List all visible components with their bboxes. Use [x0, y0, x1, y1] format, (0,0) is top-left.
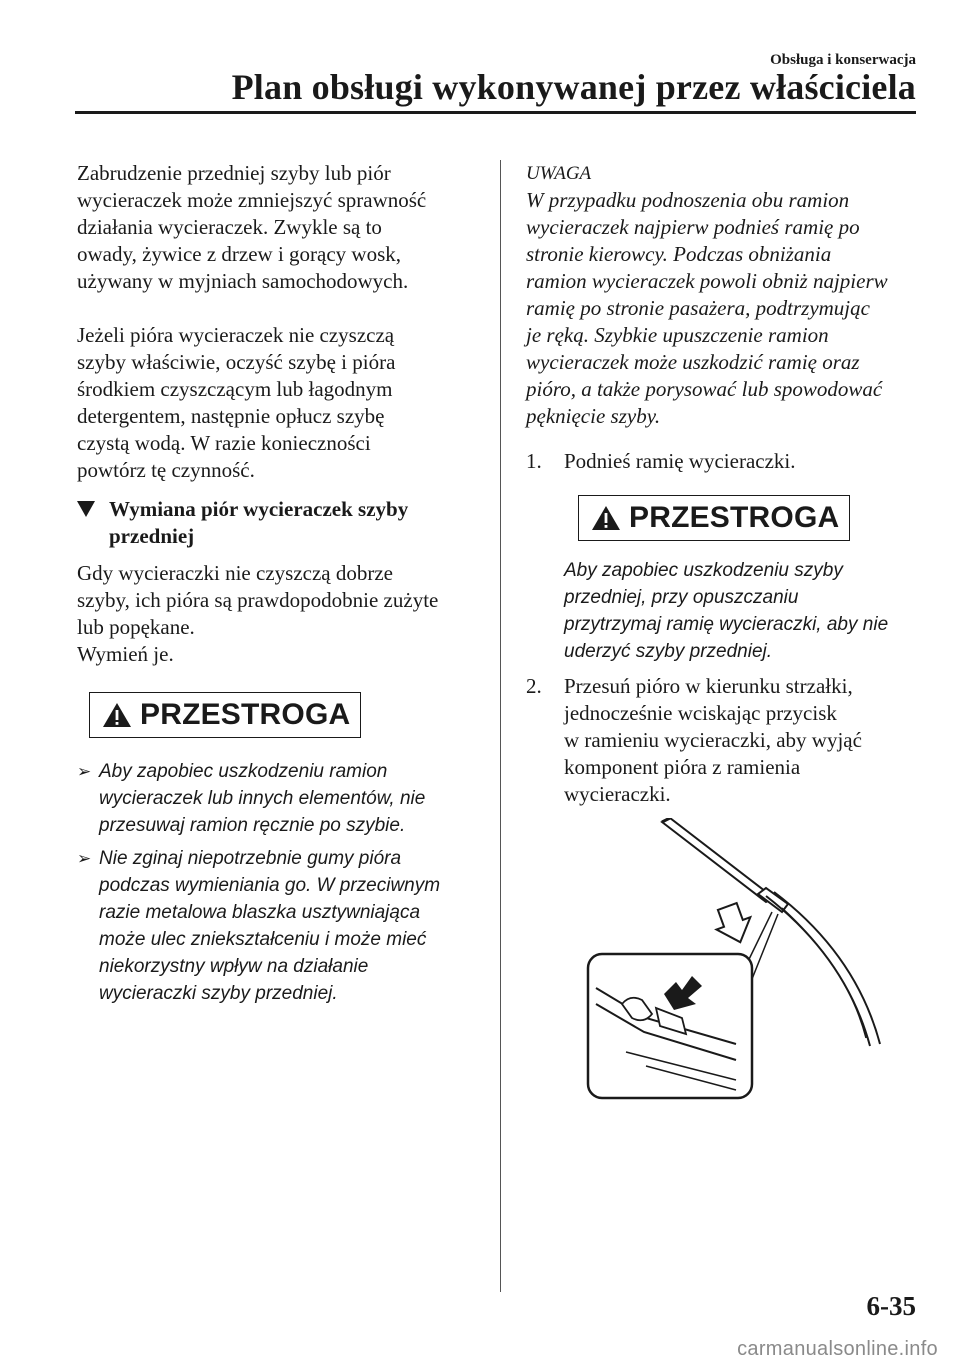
caution-label: PRZESTROGA	[629, 501, 840, 534]
caution-label: PRZESTROGA	[140, 698, 351, 731]
header-section-label: Obsługa i konserwacja	[770, 52, 916, 68]
text-line: Aby zapobiec uszkodzeniu ramion	[99, 761, 388, 782]
text-line: Gdy wycieraczki nie czyszczą dobrze	[77, 561, 393, 585]
text-line: wycieraczek może uszkodzić ramię oraz	[526, 350, 860, 374]
step-2	[526, 673, 926, 808]
page-title: Plan obsługi wykonywanej przez właściciela	[231, 67, 916, 107]
text-line: wycieraczek lub innych elementów, nie	[99, 788, 426, 809]
heading-line: Wymiana piór wycieraczek szyby	[109, 497, 409, 521]
text-line: pęknięcie szyby.	[526, 404, 661, 428]
caution-list	[77, 758, 477, 1007]
text-line: w ramieniu wycieraczki, aby wyjąć	[564, 728, 862, 752]
text-line: przytrzymaj ramię wycieraczki, aby nie	[564, 614, 889, 635]
text-line: czystą wodą. W razie konieczności	[77, 431, 371, 455]
text-line: uderzyć szyby przedniej.	[564, 641, 773, 662]
note-title: UWAGA	[526, 163, 592, 184]
step-1	[526, 448, 926, 475]
watermark-text: carmanualsonline.info	[737, 1338, 938, 1360]
arrow-bullet-icon: ➢	[77, 849, 92, 868]
text-line: szyby, ich pióra są prawdopodobnie zużyte	[77, 588, 439, 612]
caution-item	[77, 845, 477, 1007]
text-line: W przypadku podnoszenia obu ramion	[526, 188, 850, 212]
text-line: szyby właściwie, oczyść szybę i pióra	[77, 350, 396, 374]
text-line: wycieraczki.	[564, 782, 671, 806]
text-line: podczas wymieniania go. W przeciwnym	[99, 875, 441, 896]
header-rule	[75, 111, 916, 114]
text-line: ramię po stronie pasażera, podtrzymując	[526, 296, 870, 320]
text-line: lub popękane.	[77, 615, 195, 639]
caution-box	[89, 692, 361, 738]
caution-item	[77, 758, 477, 839]
text-line: może ulec zniekształceniu i może mieć	[99, 929, 427, 950]
text-line: przedniej, przy opuszczaniu	[564, 587, 799, 608]
text-line: powtórz tę czynność.	[77, 458, 255, 482]
text-line: Przesuń pióro w kierunku strzałki,	[564, 674, 853, 698]
text-line: używany w myjniach samochodowych.	[77, 269, 409, 293]
text-line: pióro, a także porysować lub spowodować	[526, 377, 883, 401]
triangle-marker-icon	[77, 501, 95, 517]
heading-line: przedniej	[109, 524, 195, 548]
right-column	[526, 160, 926, 808]
caution-box	[578, 495, 850, 541]
text-line: detergentem, następnie opłucz szybę	[77, 404, 385, 428]
text-line: ramion wycieraczek powoli obniż najpierw	[526, 269, 888, 293]
column-divider	[500, 160, 501, 1292]
warning-triangle-icon	[591, 505, 621, 531]
note-text	[526, 187, 926, 430]
text-line: stronie kierowcy. Podczas obniżania	[526, 242, 832, 266]
text-line: niekorzystny wpływ na działanie	[99, 956, 369, 977]
wiper-blade-illustration	[586, 818, 896, 1100]
text-line: Jeżeli pióra wycieraczek nie czyszczą	[77, 323, 395, 347]
warning-triangle-icon	[102, 702, 132, 728]
text-line: jednocześnie wciskając przycisk	[564, 701, 837, 725]
text-line: je ręką. Szybkie upuszczenie ramion	[526, 323, 829, 347]
text-line: działania wycieraczek. Zwykle są to	[77, 215, 382, 239]
text-line: wycieraczki szyby przedniej.	[99, 983, 338, 1004]
page-number: 6-35	[866, 1291, 916, 1321]
arrow-bullet-icon: ➢	[77, 762, 92, 781]
step-caution-text	[564, 557, 926, 665]
left-column	[77, 160, 477, 1013]
text-line: razie metalowa blaszka usztywniająca	[99, 902, 421, 923]
text-line: Nie zginaj niepotrzebnie gumy pióra	[99, 848, 402, 869]
paragraph-worn-blades	[77, 560, 477, 668]
text-line: Wymień je.	[77, 642, 174, 666]
text-line: przesuwaj ramion ręcznie po szybie.	[99, 815, 406, 836]
paragraph-dirt	[77, 160, 477, 295]
text-line: Zabrudzenie przedniej szyby lub piór	[77, 161, 391, 185]
paragraph-cleaning	[77, 322, 477, 484]
text-line: wycieraczek może zmniejszyć sprawność	[77, 188, 427, 212]
text-line: Aby zapobiec uszkodzeniu szyby	[564, 560, 843, 581]
text-line: środkiem czyszczącym lub łagodnym	[77, 377, 393, 401]
step-number: 1.	[526, 449, 542, 473]
text-line: wycieraczek najpierw podnieś ramię po	[526, 215, 860, 239]
text-line: owady, żywice z drzew i gorący wosk,	[77, 242, 402, 266]
step-number: 2.	[526, 674, 542, 698]
text-line: komponent pióra z ramienia	[564, 755, 801, 779]
section-heading-blade-replacement	[77, 496, 477, 550]
step-text: Podnieś ramię wycieraczki.	[564, 449, 796, 473]
